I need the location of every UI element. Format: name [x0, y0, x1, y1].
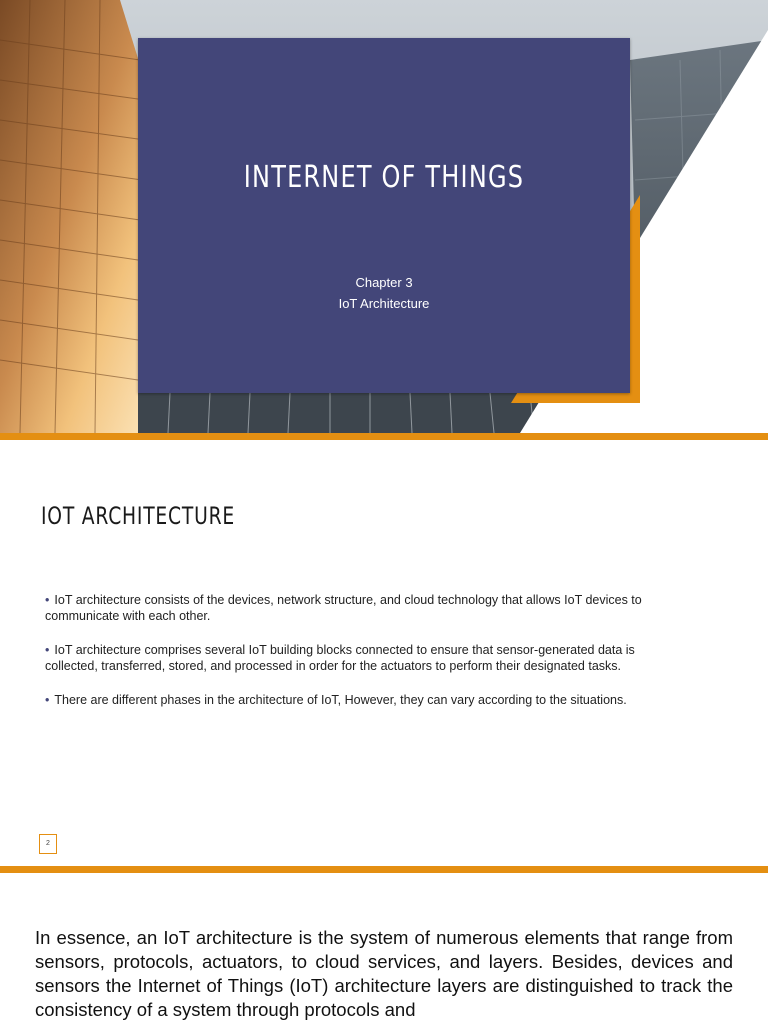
title-slide	[0, 0, 768, 433]
bullet-list	[45, 593, 685, 728]
title-box	[138, 38, 630, 393]
chapter-label: Chapter 3	[355, 275, 413, 290]
chapter-subtitle: IoT Architecture	[338, 296, 430, 311]
slide-divider-bottom	[0, 866, 768, 873]
presentation-title: INTERNET OF THINGS	[243, 160, 525, 195]
bullet-text: IoT architecture consists of the devices, network structure, and cloud technology that allows IoT devices to communicate with each other.	[45, 593, 642, 623]
content-slide	[0, 440, 768, 866]
slide-heading: IOT ARCHITECTURE	[41, 502, 235, 530]
body-paragraph: In essence, an IoT architecture is the system of numerous elements that range from sensors, protocols, actuators, to cloud services, and layers. Besides, devices and sensors the Internet of Things (IoT) architecture layers are distinguished to track the consistency of a system through protocols and	[35, 927, 733, 1020]
bullet-item	[45, 593, 685, 624]
bullet-dot-icon: •	[45, 693, 50, 707]
bullet-text: IoT architecture comprises several IoT building blocks connected to ensure that sensor-generated data is collected, transferred, stored, and processed in order for the actuators to perform their designated tasks.	[45, 643, 635, 673]
bullet-text: There are different phases in the architecture of IoT, However, they can vary according to the situations.	[54, 693, 627, 707]
page-number: 2	[39, 834, 57, 854]
bullet-item	[45, 643, 685, 674]
bullet-dot-icon: •	[45, 593, 50, 607]
slide-divider-top	[0, 433, 768, 440]
bullet-dot-icon: •	[45, 643, 50, 657]
bullet-item	[45, 693, 685, 709]
